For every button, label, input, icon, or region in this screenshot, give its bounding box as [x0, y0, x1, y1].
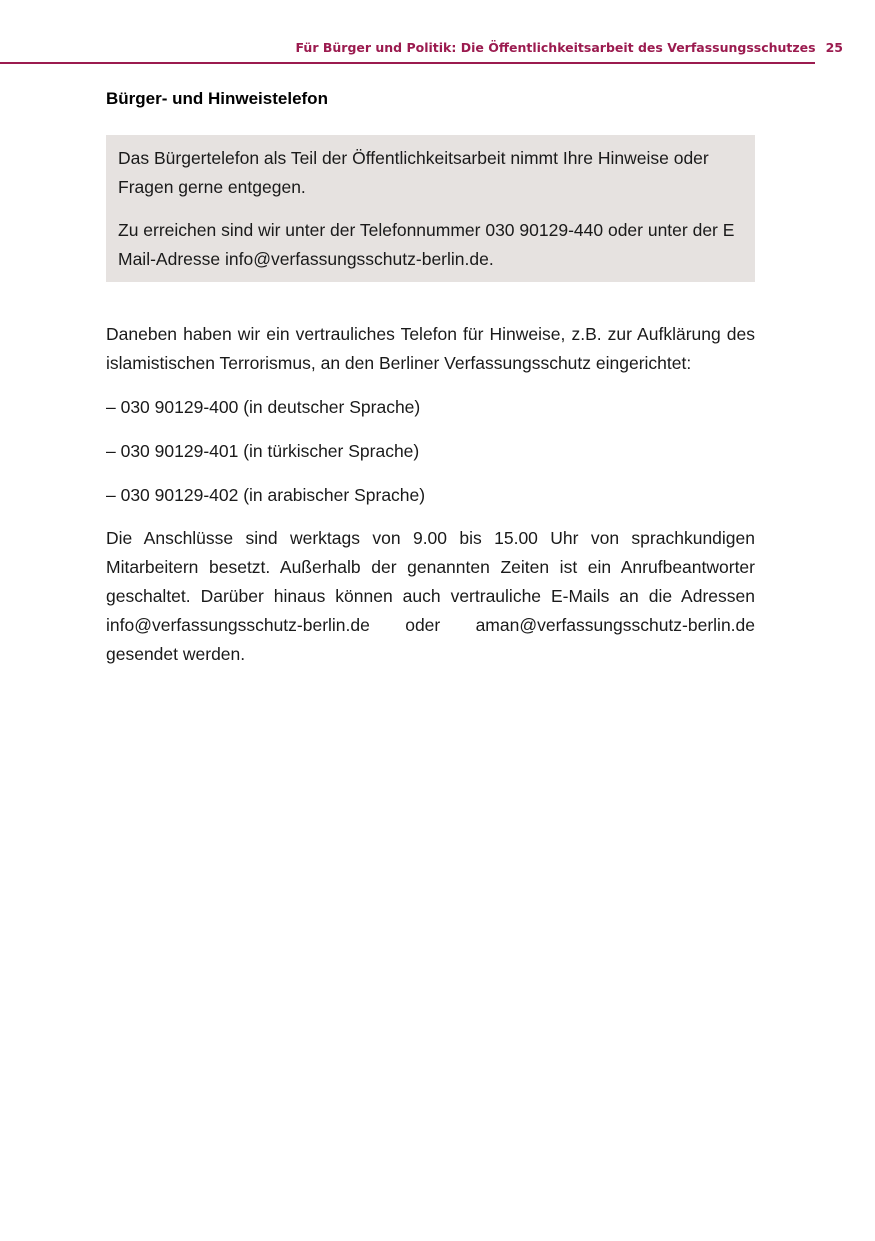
page-content [106, 86, 755, 669]
phone-list [106, 393, 755, 510]
running-header-title: Für Bürger und Politik: Die Öffentlichkeitsarbeit des Verfassungsschutzes [295, 40, 816, 55]
info-box [106, 135, 755, 282]
running-header [0, 40, 843, 55]
phone-list-item: – 030 90129-402 (in arabischer Sprache) [106, 485, 426, 505]
phone-list-item: – 030 90129-401 (in türkischer Sprache) [106, 441, 420, 461]
phone-list-item: – 030 90129-400 (in deutscher Sprache) [106, 397, 421, 417]
info-box-paragraph: Zu erreichen sind wir unter der Telefonnummer 030 90129-440 oder unter der E Mail-Adresse info@verfassungsschutz-berlin.de. [118, 220, 735, 269]
closing-paragraph: Die Anschlüsse sind werktags von 9.00 bis 15.00 Uhr von sprachkundigen Mitarbeitern besetzt. Außerhalb der genannten Zeiten ist ein Anrufbeantworter geschaltet. Darüber hinaus können auch vertrauliche E-Mails an die Adressen info@verfassungsschutz-berlin.de oder aman@verfassungsschutz-berlin.de gesendet werden. [106, 528, 755, 664]
header-divider [0, 62, 815, 64]
intro-paragraph: Daneben haben wir ein vertrauliches Telefon für Hinweise, z.B. zur Aufklärung des islamistischen Terrorismus, an den Berliner Verfassungsschutz eingerichtet: [106, 324, 755, 373]
section-heading: Bürger- und Hinweistelefon [106, 89, 328, 108]
page-number: 25 [825, 40, 843, 55]
info-box-paragraph: Das Bürgertelefon als Teil der Öffentlichkeitsarbeit nimmt Ihre Hinweise oder Fragen gerne entgegen. [118, 148, 709, 197]
